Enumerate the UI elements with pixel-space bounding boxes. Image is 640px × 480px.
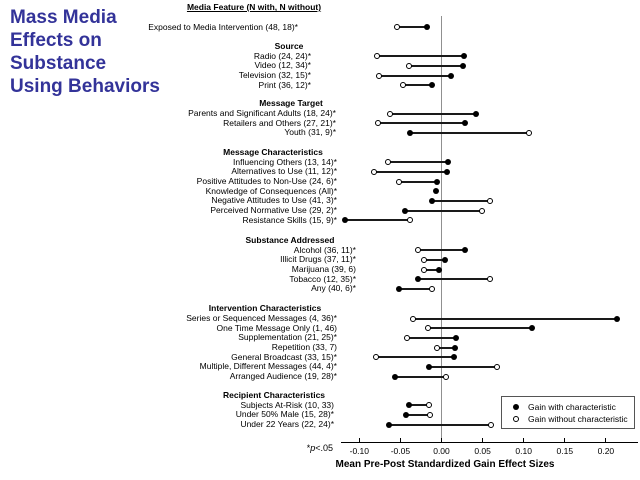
page-title (10, 6, 160, 98)
gain-with-dot (402, 208, 408, 214)
row-label: General Broadcast (33, 15)* (231, 351, 337, 362)
gain-without-dot (387, 111, 393, 117)
row-label: Any (40, 6)* (311, 283, 356, 294)
x-tick-label: 0.15 (556, 446, 574, 456)
gain-with-dot (429, 198, 435, 204)
gain-with-dot (453, 335, 459, 341)
gain-without-dot (406, 63, 412, 69)
row-label: Exposed to Media Intervention (48, 18)* (148, 21, 298, 32)
gain-with-dot (436, 267, 442, 273)
connector-line (389, 424, 491, 426)
gain-without-dot (375, 120, 381, 126)
gain-without-dot (410, 316, 416, 322)
row-label: Multiple, Different Messages (44, 4)* (199, 361, 337, 372)
gain-without-dot (425, 325, 431, 331)
connector-line (374, 171, 447, 173)
x-tick-label: -0.10 (349, 446, 369, 456)
x-tick-label: -0.05 (390, 446, 411, 456)
x-tick (523, 438, 524, 442)
title-line-4: Using Behaviors (10, 76, 160, 97)
connector-line (345, 219, 411, 221)
group-header: Intervention Characteristics (208, 303, 322, 314)
row-label: Perceived Normative Use (29, 2)* (210, 205, 337, 216)
gain-with-dot (444, 169, 450, 175)
row-label: Subjects At-Risk (10, 33) (240, 399, 334, 410)
footnote-star: * (306, 443, 311, 453)
group-header: Recipient Characteristics (222, 390, 326, 401)
row-label: Resistance Skills (15, 9)* (242, 214, 337, 225)
gain-without-dot (421, 257, 427, 263)
gain-with-dot (434, 179, 440, 185)
gain-with-dot (473, 111, 479, 117)
x-axis-line (341, 442, 638, 443)
row-label: Series or Sequenced Messages (4, 36)* (186, 313, 337, 324)
row-label: Print (36, 12)* (258, 79, 311, 90)
row-label: Tobacco (12, 35)* (289, 273, 356, 284)
x-tick (564, 438, 565, 442)
gain-without-dot (376, 73, 382, 79)
connector-line (377, 55, 463, 57)
connector-line (429, 366, 496, 368)
x-tick (605, 438, 606, 442)
row-label: Under 22 Years (22, 24)* (240, 419, 334, 430)
gain-with-dot (342, 217, 348, 223)
connector-line (376, 356, 454, 358)
footnote-p: p (310, 443, 316, 453)
row-label: Alcohol (36, 11)* (293, 244, 356, 255)
gain-with-dot (461, 53, 467, 59)
gain-with-dot (396, 286, 402, 292)
connector-line (405, 210, 481, 212)
row-label: One Time Message Only (1, 46) (216, 322, 337, 333)
gain-with-dot (424, 24, 430, 30)
row-label: Alternatives to Use (11, 12)* (231, 166, 337, 177)
gain-with-dot (529, 325, 535, 331)
group-header: Source (274, 41, 304, 51)
connector-line (407, 337, 456, 339)
column-header: Media Feature (N with, N without) (186, 2, 322, 12)
title-line-2: Effects on (10, 30, 102, 51)
gain-without-dot (487, 276, 493, 282)
row-label: Arranged Audience (19, 28)* (229, 371, 337, 381)
filled-circle-icon (513, 404, 519, 410)
gain-with-dot (460, 63, 466, 69)
x-tick (482, 438, 483, 442)
group-header: Substance Addressed (245, 235, 335, 246)
significance-footnote (307, 443, 333, 453)
gain-without-dot (371, 169, 377, 175)
connector-line (378, 122, 465, 124)
connector-line (418, 249, 464, 251)
legend-item-without (502, 413, 634, 425)
gain-without-dot (526, 130, 532, 136)
gain-without-dot (427, 412, 433, 418)
title-line-1: Mass Media (10, 7, 117, 28)
x-tick-label: 0.05 (474, 446, 491, 456)
legend-label-with: Gain with characteristic (528, 402, 616, 412)
gain-without-dot (429, 286, 435, 292)
gain-without-dot (394, 24, 400, 30)
gain-without-dot (415, 247, 421, 253)
gain-with-dot (386, 422, 392, 428)
gain-with-dot (442, 257, 448, 263)
title-line-3: Substance (10, 53, 107, 74)
row-label: Retailers and Others (27, 21)* (223, 117, 336, 128)
zero-reference-line (441, 16, 442, 442)
gain-with-dot (445, 159, 451, 165)
gain-without-dot (494, 364, 500, 370)
x-tick-label: 0.20 (597, 446, 615, 456)
row-label: Negative Attitudes to Use (41, 3)* (211, 195, 337, 206)
connector-line (428, 327, 532, 329)
gain-with-dot (403, 412, 409, 418)
group-header: Message Characteristics (223, 147, 323, 158)
gain-without-dot (396, 179, 402, 185)
open-circle-icon (513, 416, 519, 422)
row-label: Youth (31, 9)* (284, 127, 336, 138)
gain-without-dot (373, 354, 379, 360)
row-label: Illicit Drugs (37, 11)* (280, 254, 356, 265)
gain-without-dot (421, 267, 427, 273)
gain-with-dot (415, 276, 421, 282)
legend-label-without: Gain without characteristic (528, 414, 628, 424)
connector-line (379, 75, 451, 77)
group-header: Message Target (259, 98, 323, 109)
gain-with-dot (433, 188, 439, 194)
x-tick-label: 0.00 (433, 446, 450, 456)
row-label: Influencing Others (13, 14)* (233, 156, 337, 167)
row-label: Positive Attitudes to Non-Use (24, 6)* (196, 176, 337, 187)
row-label: Marijuana (39, 6) (291, 264, 356, 275)
connector-line (409, 65, 463, 67)
connector-line (399, 288, 433, 290)
connector-line (395, 376, 446, 378)
gain-with-dot (426, 364, 432, 370)
connector-line (390, 113, 476, 115)
connector-line (432, 200, 490, 202)
gain-with-dot (462, 120, 468, 126)
gain-without-dot (426, 402, 432, 408)
row-label: Knowledge of Consequences (All)* (205, 185, 337, 196)
gain-with-dot (407, 130, 413, 136)
row-label: Television (32, 15)* (238, 70, 311, 80)
gain-without-dot (404, 335, 410, 341)
connector-line (403, 84, 433, 86)
gain-without-dot (374, 53, 380, 59)
x-tick-label: 0.10 (515, 446, 532, 456)
gain-without-dot (487, 198, 493, 204)
x-tick (359, 438, 360, 442)
gain-without-dot (488, 422, 494, 428)
x-axis-title: Mean Pre-Post Standardized Gain Effect Sizes (335, 459, 555, 470)
gain-without-dot (385, 159, 391, 165)
row-label: Radio (24, 24)* (253, 50, 311, 61)
footnote-rest: <.05 (315, 443, 333, 453)
gain-with-dot (406, 402, 412, 408)
row-label: Parents and Significant Adults (18, 24)* (188, 108, 336, 119)
gain-without-dot (479, 208, 485, 214)
row-label: Supplementation (21, 25)* (238, 332, 337, 343)
gain-without-dot (407, 217, 413, 223)
connector-line (413, 318, 618, 320)
connector-line (388, 161, 448, 163)
connector-line (399, 181, 438, 183)
gain-without-dot (434, 345, 440, 351)
gain-with-dot (429, 82, 435, 88)
gain-with-dot (448, 73, 454, 79)
row-label: Under 50% Male (15, 28)* (235, 409, 334, 420)
gain-without-dot (443, 374, 449, 380)
legend-item-with (502, 401, 634, 413)
x-tick (400, 438, 401, 442)
gain-with-dot (452, 345, 458, 351)
gain-with-dot (451, 354, 457, 360)
gain-with-dot (392, 374, 398, 380)
connector-line (410, 132, 528, 134)
gain-with-dot (462, 247, 468, 253)
connector-line (418, 278, 490, 280)
legend (501, 396, 635, 429)
gain-without-dot (400, 82, 406, 88)
connector-line (397, 26, 427, 28)
gain-with-dot (614, 316, 620, 322)
row-label: Video (12, 34)* (254, 60, 311, 71)
x-tick (441, 438, 442, 442)
row-label: Repetition (33, 7) (271, 342, 337, 353)
